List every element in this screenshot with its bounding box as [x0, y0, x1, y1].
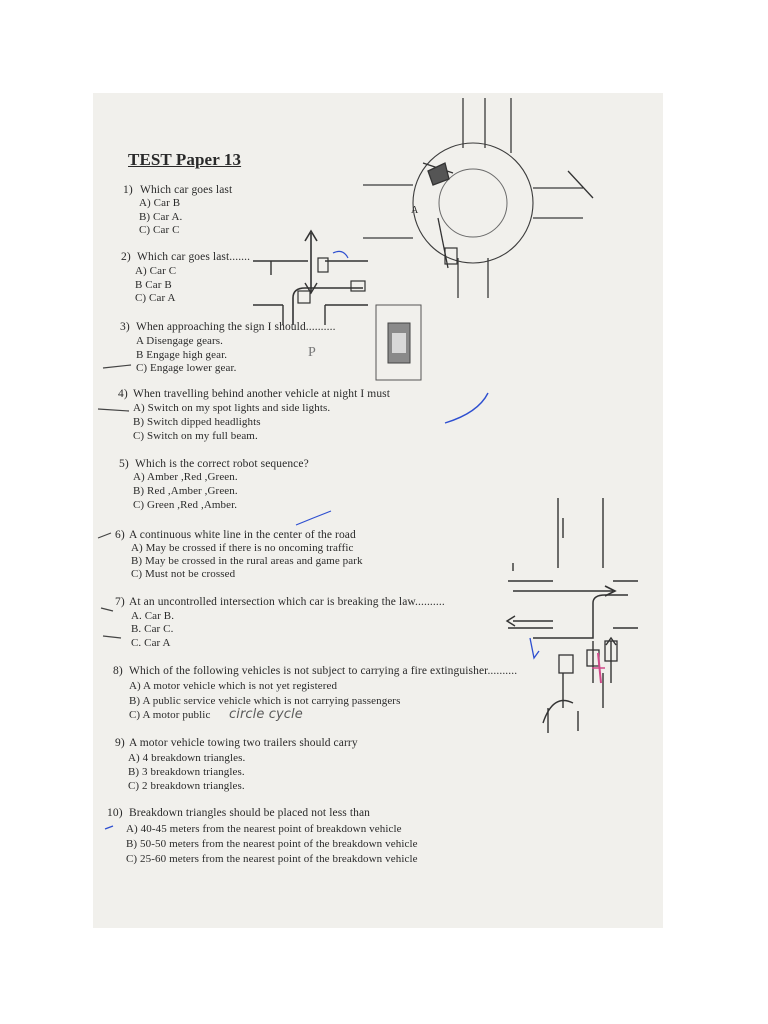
option-c: C) Green ,Red ,Amber. — [133, 499, 238, 511]
option-c: C. Car A — [131, 637, 171, 649]
question-text: A motor vehicle towing two trailers should carry — [129, 737, 358, 749]
option-b: B) Car A. — [139, 211, 183, 223]
option-c: C) Car C — [139, 224, 180, 236]
option-b: B Car B — [135, 279, 172, 291]
option-b: B Engage high gear. — [136, 349, 228, 361]
option-c: C) 2 breakdown triangles. — [128, 780, 245, 792]
question-text: Which car goes last....... — [137, 251, 251, 263]
option-a: A) Amber ,Red ,Green. — [133, 471, 238, 483]
question-number: 7) — [115, 596, 125, 608]
question-number: 9) — [115, 737, 125, 749]
option-c: C) A motor public — [129, 709, 211, 721]
option-a: A) Car C — [135, 265, 177, 277]
option-c: C) Switch on my full beam. — [133, 430, 258, 442]
question-number: 8) — [113, 665, 123, 677]
question-text: Which of the following vehicles is not subject to carrying a fire extinguisher.......... — [129, 665, 518, 677]
pen-mark — [333, 251, 348, 258]
option-c: C) Engage lower gear. — [136, 362, 237, 374]
handwritten-note: circle cycle — [229, 707, 303, 722]
option-a: A. Car B. — [131, 610, 175, 622]
pen-mark — [296, 511, 331, 525]
option-a: A) 4 breakdown triangles. — [128, 752, 246, 764]
option-a: A) May be crossed if there is no oncoming traffic — [131, 542, 354, 554]
page-title: TEST Paper 13 — [128, 150, 242, 169]
option-a: A) Car B — [139, 197, 181, 209]
option-a: A) 40-45 meters from the nearest point of breakdown vehicle — [126, 823, 402, 835]
question-text: When travelling behind another vehicle at night I must — [133, 388, 391, 400]
question-text: A continuous white line in the center of the road — [129, 529, 356, 541]
question-text: When approaching the sign I should.......... — [136, 321, 336, 333]
roundabout-diagram — [363, 98, 593, 298]
option-c: C) Car A — [135, 292, 176, 304]
question-number: 10) — [107, 807, 123, 819]
pen-mark — [530, 638, 539, 658]
option-b: B. Car C. — [131, 623, 174, 635]
option-b: B) Switch dipped headlights — [133, 416, 261, 428]
option-b: B) Red ,Amber ,Green. — [133, 485, 238, 497]
question-text: At an uncontrolled intersection which car is breaking the law.......... — [129, 596, 445, 608]
option-b: B) 3 breakdown triangles. — [128, 766, 245, 778]
option-b: B) May be crossed in the rural areas and game park — [131, 555, 363, 567]
option-a: A) A motor vehicle which is not yet registered — [129, 680, 338, 692]
option-c: C) Must not be crossed — [131, 568, 236, 580]
test-paper-sheet — [93, 93, 663, 928]
crossroads-diagram — [507, 498, 638, 733]
pen-mark — [445, 393, 488, 423]
question-number: 5) — [119, 458, 129, 470]
roundabout-car-label: A — [411, 205, 419, 216]
question-text: Which car goes last — [140, 184, 233, 196]
option-a: A) Switch on my spot lights and side lights. — [133, 402, 331, 414]
question-text: Breakdown triangles should be placed not less than — [129, 807, 371, 819]
option-b: B) A public service vehicle which is not carrying passengers — [129, 695, 401, 707]
question-number: 2) — [121, 251, 131, 263]
marker-label: P — [308, 345, 316, 360]
question-number: 4) — [118, 388, 128, 400]
question-number: 3) — [120, 321, 130, 333]
option-c: C) 25-60 meters from the nearest point of the breakdown vehicle — [126, 853, 418, 865]
t-intersection-diagram — [253, 231, 368, 325]
pen-mark — [105, 826, 113, 829]
road-sign-diagram — [376, 305, 421, 380]
question-number: 1) — [123, 184, 133, 196]
option-a: A Disengage gears. — [136, 335, 224, 347]
question-number: 6) — [115, 529, 125, 541]
option-b: B) 50-50 meters from the nearest point of the breakdown vehicle — [126, 838, 418, 850]
question-text: Which is the correct robot sequence? — [135, 458, 309, 470]
